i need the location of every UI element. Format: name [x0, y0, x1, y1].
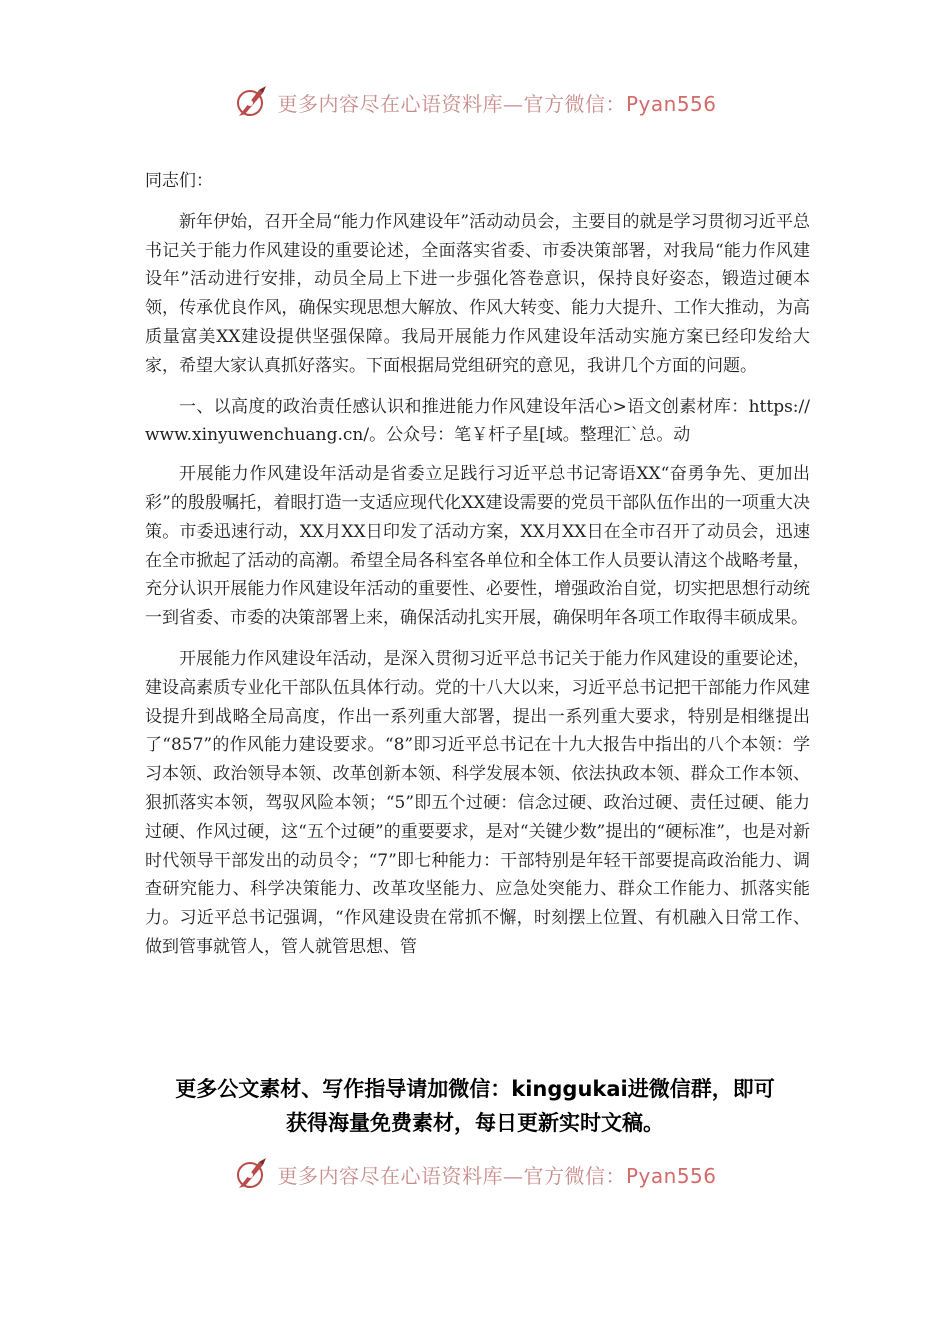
quill-pen-logo-icon: [233, 84, 269, 120]
intro-paragraph: 新年伊始，召开全局“能力作风建设年”活动动员会，主要目的就是学习贯彻习近平总书记关于能力作风建设的重要论述，全面落实省委、市委决策部署，对我局“能力作风建设年”活动进行安排，动员全局上下进一步强化答卷意识，保持良好姿态，锻造过硬本领，传承优良作风，确保实现思想大解放、作风大转变、能力大提升、工作大推动，为高质量富美XX建设提供坚强保障。我局开展能力作风建设年活动实施方案已经印发给大家，希望大家认真抓好落实。下面根据局党组研究的意见，我讲几个方面的问题。: [145, 211, 810, 376]
promo-line-2: 获得海量免费素材，每日更新实时文稿。: [286, 1111, 664, 1135]
footer-banner: [0, 1154, 950, 1194]
promo-notice: [0, 1072, 950, 1140]
section-heading: 一、以高度的政治责任感认识和推进能力作风建设年活心>语文创素材库：https://www.xinyuwenchuang.cn/。公众号：笔￥杆子星[域。整理汇`总。动: [145, 396, 810, 446]
section-paragraph-2: 开展能力作风建设年活动，是深入贯彻习近平总书记关于能力作风建设的重要论述，建设高素质专业化干部队伍具体行动。党的十八大以来，习近平总书记把干部能力作风建设提升到战略全局高度，作出一系列重大部署，提出一系列重大要求，特别是相继提出了“857”的作风能力建设要求。“8”即习近平总书记在十九大报告中指出的八个本领：学习本领、政治领导本领、改革创新本领、科学发展本领、依法执政本领、群众工作本领、狠抓落实本领，驾驭风险本领；“5”即五个过硬：信念过硬、政治过硬、责任过硬、能力过硬、作风过硬，这“五个过硬”的重要要求，是对“关键少数”提出的“硬标准”，也是对新时代领导干部发出的动员令；“7”即七种能力：干部特别是年轻干部要提高政治能力、调查研究能力、科学决策能力、改革攻坚能力、应急处突能力、群众工作能力、抓落实能力。习近平总书记强调，“作风建设贵在常抓不懈，时刻摆上位置、有机融入日常工作、做到管事就管人，管人就管思想、管: [145, 648, 810, 957]
salutation: 同志们：: [145, 171, 213, 191]
promo-line-1: 更多公文素材、写作指导请加微信：kinggukai进微信群，即可: [175, 1077, 775, 1101]
header-banner: [0, 82, 950, 122]
footer-banner-text: 更多内容尽在心语资料库—官方微信：Pyan556: [277, 1163, 717, 1188]
section-paragraph-1: 开展能力作风建设年活动是省委立足践行习近平总书记寄语XX“奋勇争先、更加出彩”的殷殷嘱托，着眼打造一支适应现代化XX建设需要的党员干部队伍作出的一项重大决策。市委迅速行动，XX月XX日印发了活动方案，XX月XX日在全市召开了动员会，迅速在全市掀起了活动的高潮。希望全局各科室各单位和全体工作人员要认清这个战略考量，充分认识开展能力作风建设年活动的重要性、必要性，增强政治自觉，切实把思想行动统一到省委、市委的决策部署上来，确保活动扎实开展，确保明年各项工作取得丰硕成果。: [145, 464, 810, 629]
quill-pen-logo-icon: [233, 1156, 269, 1192]
document-body: [145, 167, 810, 974]
footer-wechat-id: Pyan556: [625, 1163, 717, 1188]
header-banner-text: 更多内容尽在心语资料库—官方微信：Pyan556: [277, 91, 717, 116]
header-wechat-id: Pyan556: [625, 91, 717, 116]
